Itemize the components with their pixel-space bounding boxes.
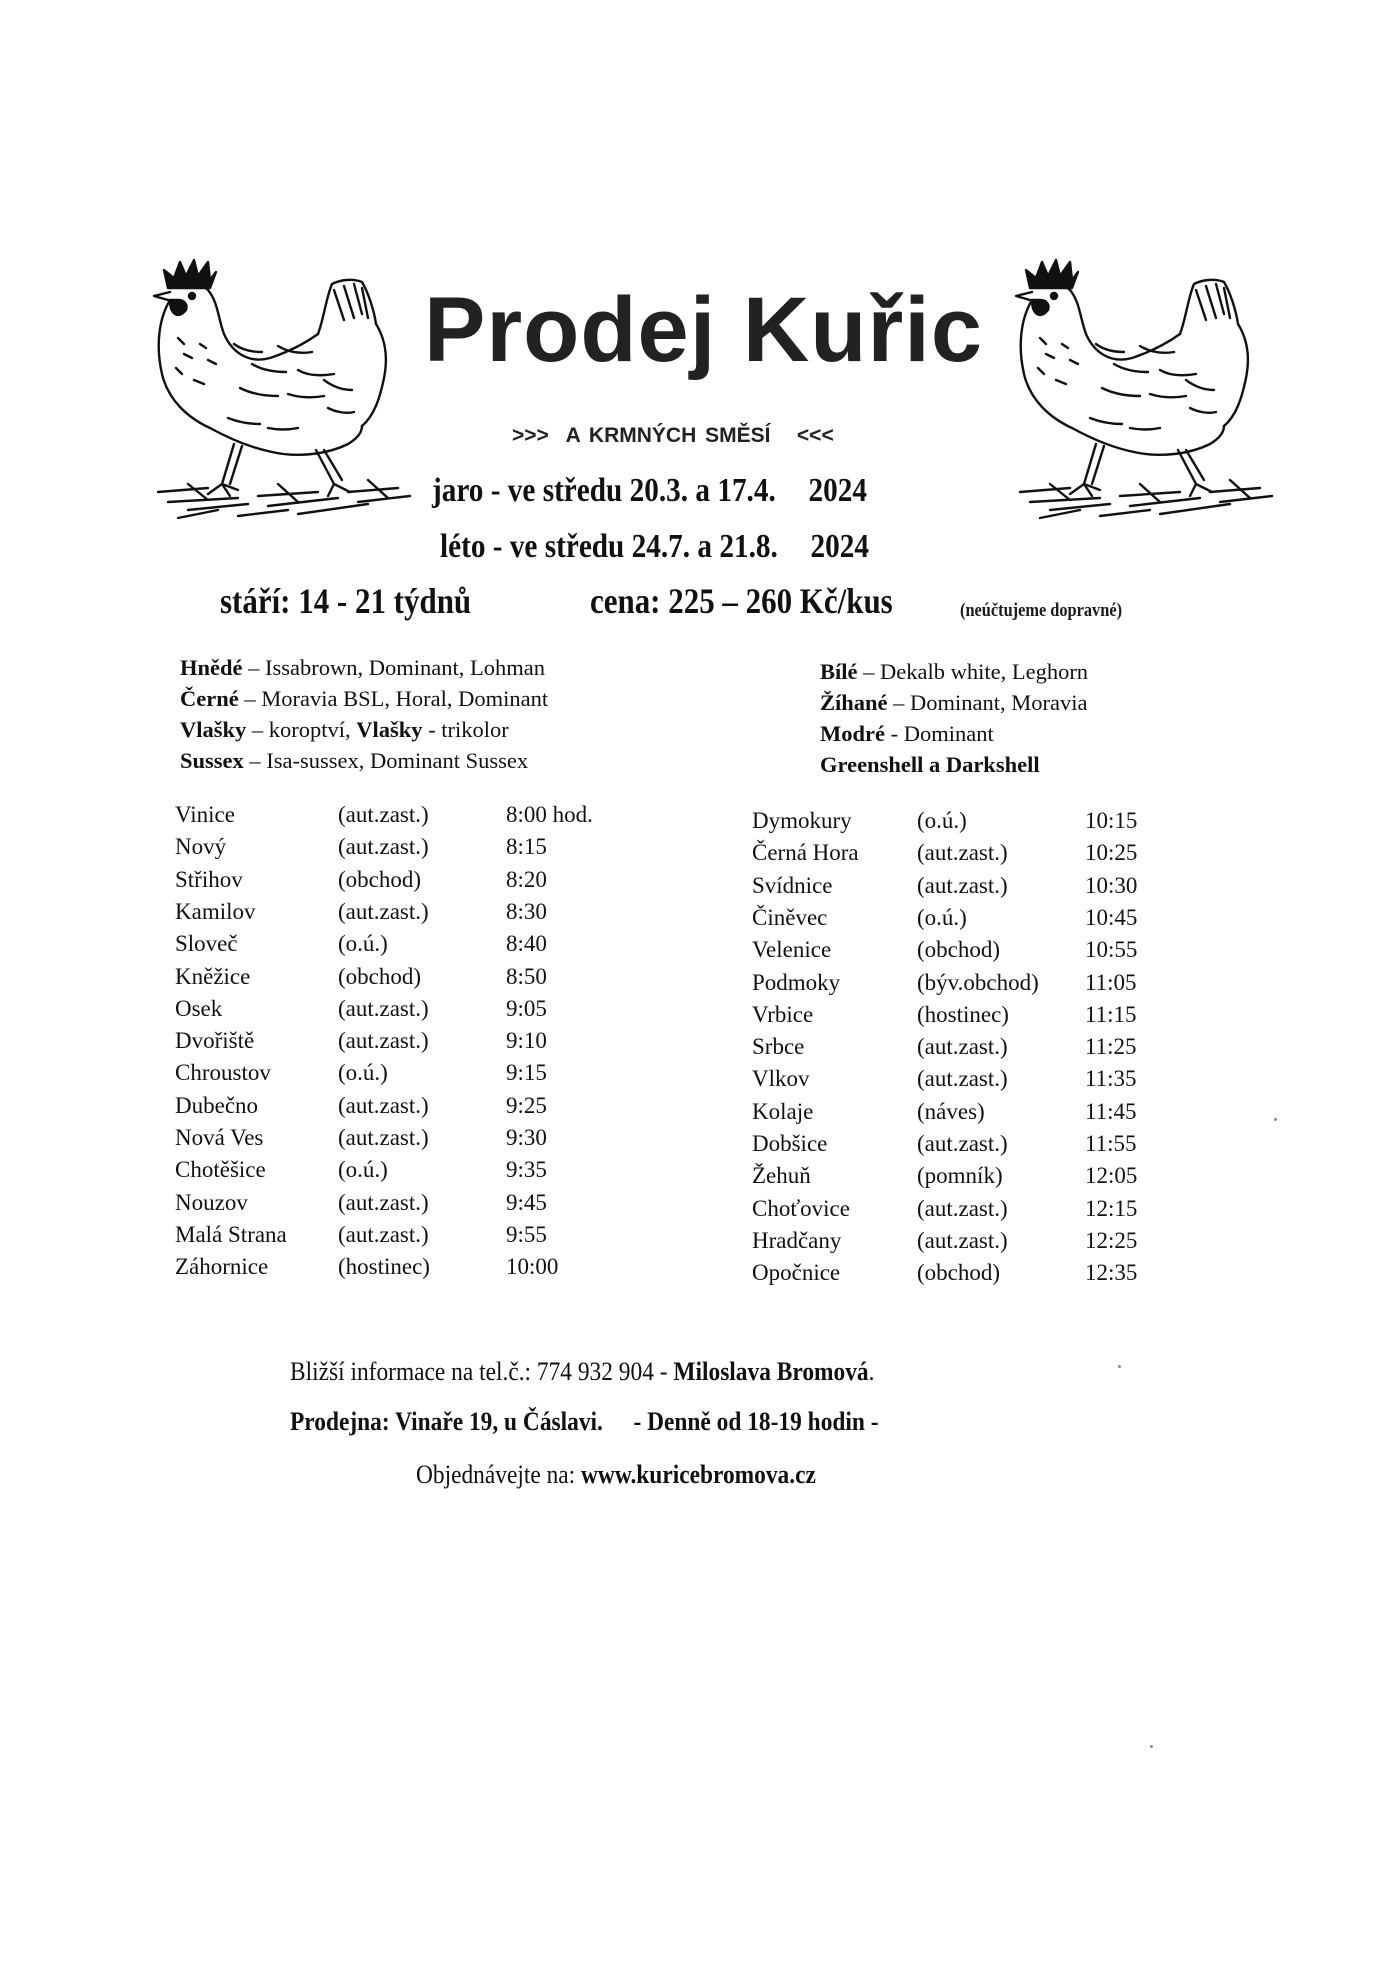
hen-icon — [148, 248, 418, 528]
variety-item: Modré - Dominant — [820, 721, 994, 746]
shop-address: Prodejna: Vinaře 19, u Čáslavi. — [290, 1407, 603, 1436]
page-title: Prodej Kuřic — [424, 279, 984, 381]
spring-dates — [432, 472, 867, 510]
variety-item: Sussex – Isa-sussex, Dominant Sussex — [180, 748, 529, 773]
order-info — [416, 1460, 816, 1490]
summer-dates-label: léto - ve středu 24.7. a 21.8. — [440, 528, 778, 565]
order-prefix: Objednávejte na: — [416, 1460, 582, 1489]
summer-year: 2024 — [810, 528, 869, 565]
contact-name: Miloslava Bromová — [673, 1357, 869, 1386]
variety-item: Greenshell a Darkshell — [820, 752, 1040, 777]
variety-item: Hnědé – Issabrown, Dominant, Lohman — [180, 655, 545, 680]
schedule-left: Vinice (aut.zast.) 8:00 hod. Nový (aut.zast.) 8:15 Střihov (obchod) 8:20 Kamilov (aut.zast.) 8:30 Sloveč (o.ú.) 8:40 Kněžice (obchod) 8:50 Osek (aut.zast.) 9:05 Dvořiště (aut.zast.) 9:10 Chroustov (o.ú.) 9:15 Dubečno (aut.zast.) 9:25 Nová Ves (aut.zast.) 9:30 Chotěšice (o.ú.) 9:35 Nouzov (aut.zast.) 9:45 Malá Strana (aut.zast.) 9:55 Záhornice (hostinec) 10:00 — [175, 802, 593, 1280]
scan-speck — [1274, 1118, 1277, 1121]
shop-info — [290, 1407, 879, 1437]
variety-item: Žíhané – Dominant, Moravia — [820, 690, 1088, 715]
price-note: (neúčtujeme dopravné) — [960, 600, 1123, 621]
varieties-right — [820, 656, 1088, 780]
subtitle: >>> A KRMNÝCH SMĚSÍ <<< — [512, 424, 834, 447]
schedule-right: Dymokury (o.ú.) 10:15 Černá Hora (aut.zast.) 10:25 Svídnice (aut.zast.) 10:30 Činěvec (o.ú.) 10:45 Velenice (obchod) 10:55 Podmoky (býv.obchod) 11:05 Vrbice (hostinec) 11:15 Srbce (aut.zast.) 11:25 Vlkov (aut.zast.) 11:35 Kolaje (náves) 11:45 Dobšice (aut.zast.) 11:55 Žehuň (pomník) 12:05 Choťovice (aut.zast.) 12:15 Hradčany (aut.zast.) 12:25 Opočnice (obchod) 12:35 — [752, 808, 1138, 1286]
variety-item: Vlašky – koroptví, Vlašky - trikolor — [180, 717, 509, 742]
contact-info: Bližší informace na tel.č.: 774 932 904 - Miloslava Bromová. — [290, 1357, 875, 1386]
scan-speck — [1118, 1365, 1121, 1368]
scan-speck — [1150, 1745, 1153, 1748]
hen-icon — [1010, 248, 1280, 528]
website-link[interactable]: www.kuricebromova.cz — [581, 1460, 816, 1489]
variety-item: Bílé – Dekalb white, Leghorn — [820, 659, 1089, 684]
spring-year: 2024 — [808, 472, 867, 509]
spring-dates-label: jaro - ve středu 20.3. a 17.4. — [432, 472, 776, 509]
varieties-left — [180, 652, 548, 776]
shop-hours: - Denně od 18-19 hodin - — [633, 1407, 879, 1436]
age-range: stáří: 14 - 21 týdnů — [220, 581, 472, 621]
variety-item: Černé – Moravia BSL, Horal, Dominant — [180, 686, 549, 711]
price: cena: 225 – 260 Kč/kus — [590, 581, 893, 621]
summer-dates — [440, 528, 869, 566]
price-line — [590, 580, 942, 622]
contact-prefix: Bližší informace na tel.č.: 774 932 904 - — [290, 1357, 674, 1386]
